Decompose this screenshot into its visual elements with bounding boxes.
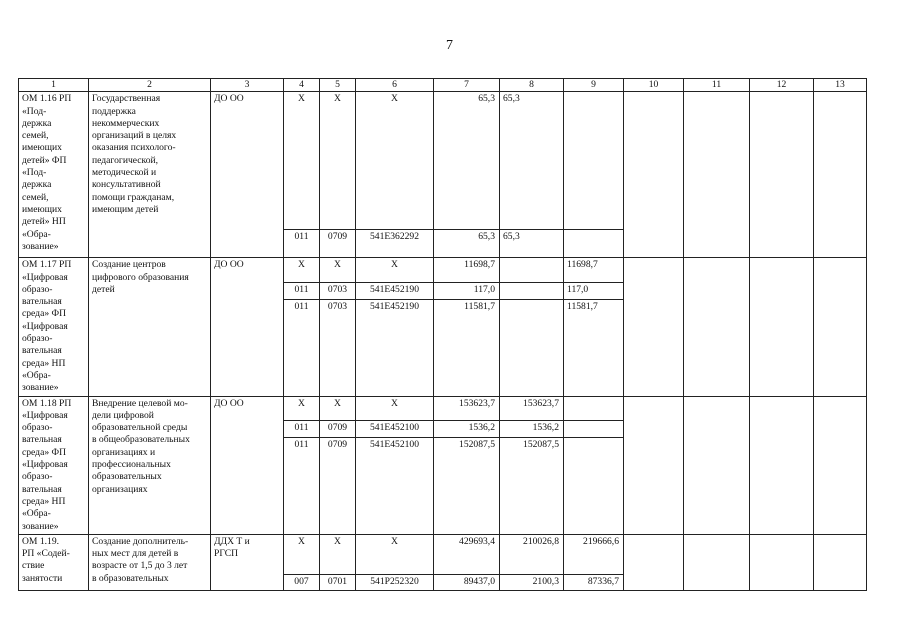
cell-c4: Х	[284, 92, 320, 230]
cell-c9: 117,0	[564, 283, 624, 300]
cell-c7: 1536,2	[434, 421, 500, 438]
column-header: 6	[356, 79, 434, 92]
column-header: 13	[814, 79, 867, 92]
measure-code: ОМ 1.16 РП «Под- держка семей, имеющих детей» ФП «Под- держка семей, имеющих детей» НП «Обра- зование»	[19, 92, 89, 258]
cell-c7: 65,3	[434, 92, 500, 230]
measure-code: ОМ 1.17 РП «Цифровая образо- вательная среда» ФП «Цифровая образо- вательная среда» НП «Обра- зование»	[19, 258, 89, 396]
cell-c4: 011	[284, 421, 320, 438]
cell-c8	[500, 283, 564, 300]
cell-c5: 0709	[320, 437, 356, 534]
column-header: 3	[211, 79, 284, 92]
cell-c8: 210026,8	[500, 534, 564, 574]
cell-c6: 541Е452190	[356, 299, 434, 396]
cell-c4: Х	[284, 534, 320, 574]
cell-c9: 219666,6	[564, 534, 624, 574]
cell-c5: 0703	[320, 299, 356, 396]
measure-executor: ДДХ Т и РГСП	[211, 534, 284, 590]
cell-c4: 011	[284, 230, 320, 258]
cell-c9: 11698,7	[564, 258, 624, 283]
cell-c9	[564, 92, 624, 230]
cell-c10	[624, 534, 684, 590]
cell-c13	[814, 396, 867, 534]
cell-c8: 2100,3	[500, 574, 564, 590]
measure-name: Создание дополнитель- ных мест для детей в возрасте от 1,5 до 3 лет в образовательных	[89, 534, 211, 590]
cell-c5: Х	[320, 92, 356, 230]
column-header: 8	[500, 79, 564, 92]
cell-c9	[564, 396, 624, 421]
cell-c8: 65,3	[500, 230, 564, 258]
cell-c10	[624, 258, 684, 396]
cell-c6: Х	[356, 92, 434, 230]
column-header: 12	[750, 79, 814, 92]
cell-c7: 89437,0	[434, 574, 500, 590]
cell-c11	[684, 534, 750, 590]
page-number: 7	[446, 38, 453, 53]
cell-c6: Х	[356, 258, 434, 283]
column-header: 10	[624, 79, 684, 92]
cell-c4: 011	[284, 283, 320, 300]
column-header: 5	[320, 79, 356, 92]
cell-c7: 11581,7	[434, 299, 500, 396]
cell-c4: 011	[284, 437, 320, 534]
cell-c7: 152087,5	[434, 437, 500, 534]
column-header: 4	[284, 79, 320, 92]
cell-c11	[684, 92, 750, 258]
column-header: 9	[564, 79, 624, 92]
cell-c5: 0709	[320, 230, 356, 258]
cell-c8: 153623,7	[500, 396, 564, 421]
cell-c4: 007	[284, 574, 320, 590]
cell-c5: Х	[320, 534, 356, 574]
column-header: 2	[89, 79, 211, 92]
cell-c6: Х	[356, 534, 434, 574]
cell-c7: 11698,7	[434, 258, 500, 283]
cell-c4: Х	[284, 258, 320, 283]
cell-c9: 11581,7	[564, 299, 624, 396]
column-header: 7	[434, 79, 500, 92]
cell-c7: 153623,7	[434, 396, 500, 421]
column-header: 1	[19, 79, 89, 92]
cell-c6: 541Р252320	[356, 574, 434, 590]
cell-c6: 541Е362292	[356, 230, 434, 258]
cell-c9	[564, 230, 624, 258]
table-header	[19, 79, 867, 92]
measure-name: Государственная поддержка некоммерческих организаций в целях оказания психолого- педагогической, методической и консультативной помощи гражданам, имеющим детей	[89, 92, 211, 258]
cell-c8: 1536,2	[500, 421, 564, 438]
measure-name: Внедрение целевой мо- дели цифровой образовательной среды в общеобразовательных организациях и профессиональных образовательных организациях	[89, 396, 211, 534]
column-header: 11	[684, 79, 750, 92]
cell-c6: 541Е452190	[356, 283, 434, 300]
table-row	[19, 258, 867, 283]
cell-c6: 541Е452100	[356, 437, 434, 534]
cell-c5: 0701	[320, 574, 356, 590]
cell-c5: Х	[320, 396, 356, 421]
measure-code: ОМ 1.18 РП «Цифровая образо- вательная среда» ФП «Цифровая образо- вательная среда» НП «Обра- зование»	[19, 396, 89, 534]
cell-c11	[684, 396, 750, 534]
cell-c13	[814, 92, 867, 258]
cell-c10	[624, 92, 684, 258]
budget-table	[18, 78, 867, 591]
cell-c8	[500, 299, 564, 396]
cell-c8: 152087,5	[500, 437, 564, 534]
cell-c10	[624, 396, 684, 534]
cell-c6: 541Е452100	[356, 421, 434, 438]
table-row	[19, 396, 867, 421]
cell-c12	[750, 396, 814, 534]
cell-c4: Х	[284, 396, 320, 421]
cell-c9	[564, 421, 624, 438]
cell-c7: 65,3	[434, 230, 500, 258]
cell-c13	[814, 258, 867, 396]
measure-name: Создание центров цифрового образования детей	[89, 258, 211, 396]
measure-executor: ДО ОО	[211, 258, 284, 396]
cell-c12	[750, 534, 814, 590]
cell-c11	[684, 258, 750, 396]
cell-c4: 011	[284, 299, 320, 396]
measure-executor: ДО ОО	[211, 92, 284, 258]
cell-c5: 0703	[320, 283, 356, 300]
cell-c7: 117,0	[434, 283, 500, 300]
cell-c5: 0709	[320, 421, 356, 438]
cell-c9: 87336,7	[564, 574, 624, 590]
measure-code: ОМ 1.19. РП «Содей- ствие занятости	[19, 534, 89, 590]
cell-c12	[750, 92, 814, 258]
cell-c8: 65,3	[500, 92, 564, 230]
table-row	[19, 92, 867, 230]
table-row	[19, 534, 867, 574]
measure-executor: ДО ОО	[211, 396, 284, 534]
cell-c12	[750, 258, 814, 396]
cell-c7: 429693,4	[434, 534, 500, 574]
cell-c5: Х	[320, 258, 356, 283]
cell-c8	[500, 258, 564, 283]
cell-c13	[814, 534, 867, 590]
cell-c6: Х	[356, 396, 434, 421]
cell-c9	[564, 437, 624, 534]
